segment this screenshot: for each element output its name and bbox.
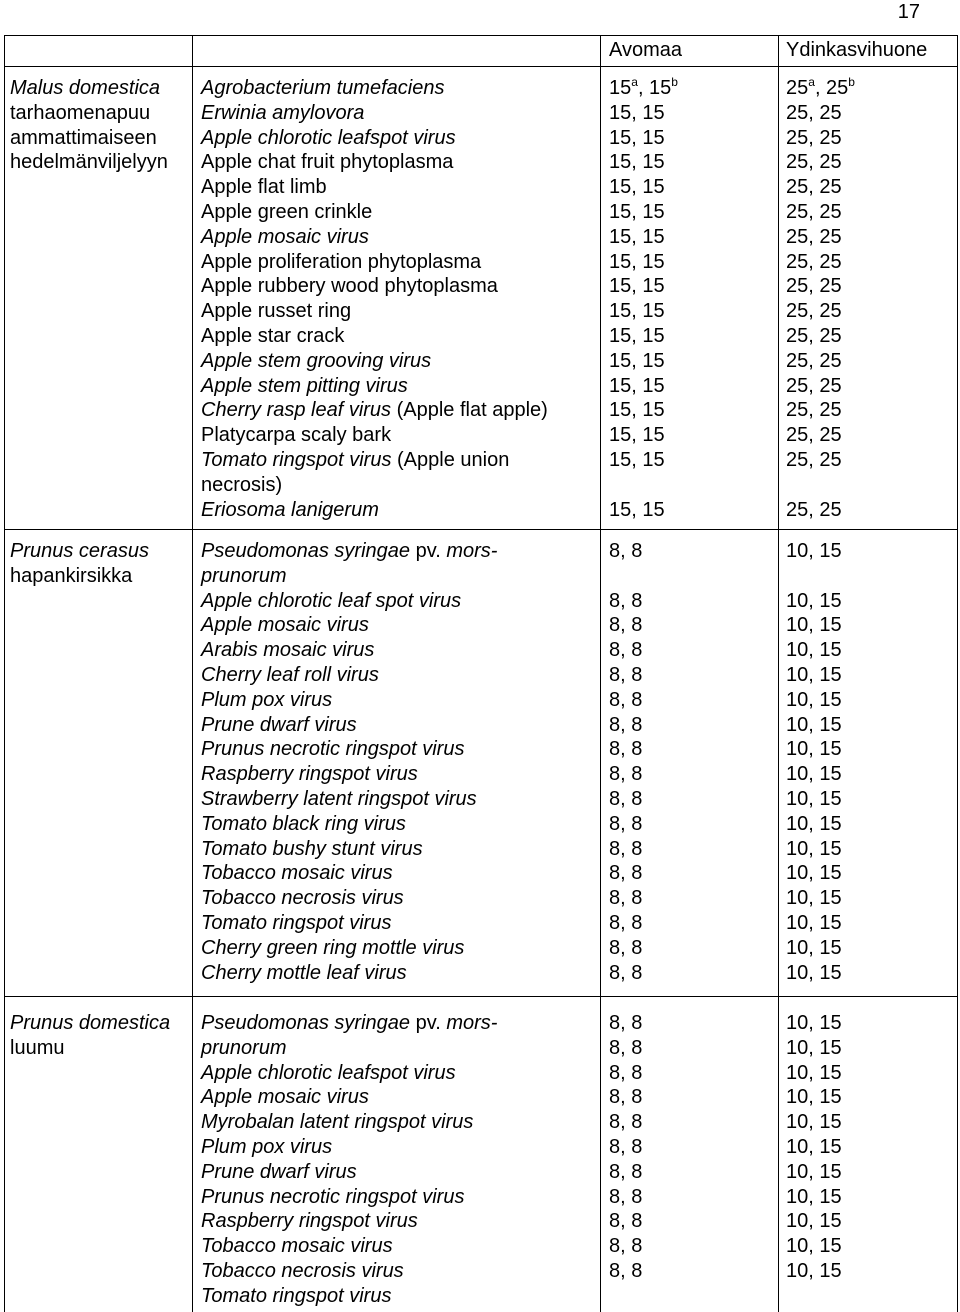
table-header [0,38,960,66]
organism-italic: Tobacco mosaic virus [201,862,393,885]
avomaa-value: 8, 8 [609,639,643,662]
organism-italic: Tomato ringspot virus [201,1284,392,1307]
ydinkasvihuone-value: 10, 15 [786,1185,842,1208]
value: 25 [786,77,809,99]
ydinkasvihuone-value: 25, 25 [786,275,842,298]
host-cell [10,76,190,175]
avomaa-value: 15, 15 [609,424,665,447]
organism-italic: prunorum [201,564,287,587]
avomaa-values [609,539,769,985]
avomaa-values [609,76,769,522]
organism-text: Apple green crinkle [201,200,373,223]
ydinkasvihuone-value: 10, 15 [786,911,842,934]
page-number: 17 [897,1,920,23]
organism-italic: Strawberry latent ringspot virus [201,787,477,810]
organism-row [201,126,591,151]
avomaa-value: 8, 8 [609,1160,643,1183]
avomaa-value: 15, 15 [609,200,665,223]
ydinkasvihuone-value: 10, 15 [786,738,842,761]
ydinkasvihuone-value: 10, 15 [786,713,842,736]
organism-row [201,76,591,101]
organism-italic: Raspberry ringspot virus [201,763,418,786]
column-divider [192,35,193,1312]
organism-row [201,688,591,713]
avomaa-value: 15, 15 [609,151,665,174]
avomaa-value: 8, 8 [609,614,643,637]
host-latin: Prunus cerasus [10,540,149,562]
organism-row [201,1160,591,1185]
avomaa-value: 15, 15 [609,225,665,248]
organism-row [201,1209,591,1234]
avomaa-value: 15, 15 [609,126,665,149]
organism-row [201,324,591,349]
value: 15 [609,77,632,99]
organism-text: Apple proliferation phytoplasma [201,250,482,273]
ydinkasvihuone-value: 25, 25 [786,200,842,223]
organism-text: pv. [410,1012,447,1034]
avomaa-value [609,473,769,498]
organism-italic: Cherry rasp leaf virus [201,399,392,422]
ydinkasvihuone-value: 10, 15 [786,862,842,885]
footnote-mark: b [848,75,855,89]
organism-italic: Plum pox virus [201,1135,333,1158]
organism-italic: Eriosoma lanigerum [201,498,379,521]
table-border-left [4,35,5,1312]
organism-row [201,1259,591,1284]
footnote-mark: a [631,75,638,89]
avomaa-value: 8, 8 [609,1086,643,1109]
avomaa-value: 15, 15 [609,101,665,124]
column-divider [778,35,779,1312]
ydinkasvihuone-value: 10, 15 [786,614,842,637]
ydinkasvihuone-value: 10, 15 [786,1160,842,1183]
host-name: tarhaomenapuu [10,101,151,124]
avomaa-value: 15, 15 [609,275,665,298]
avomaa-value: 8, 8 [609,1061,643,1084]
organism-italic: Apple chlorotic leaf spot virus [201,589,462,612]
organism-row [201,961,591,986]
ydinkasvihuone-value: 25, 25 [786,399,842,422]
organism-row [201,448,591,473]
avomaa-value [609,76,769,101]
footnote-mark: a [808,75,815,89]
host-latin: Malus domestica [10,77,161,99]
avomaa-values [609,1011,769,1309]
organism-italic: Pseudomonas syringae [201,540,411,562]
footnote-mark: b [671,75,678,89]
value: , 15 [637,77,672,99]
organism-list [201,1011,591,1309]
avomaa-value: 8, 8 [609,713,643,736]
avomaa-value: 15, 15 [609,448,665,471]
ydinkasvihuone-values [786,76,956,522]
host-cell [10,1011,190,1061]
organism-italic: Prune dwarf virus [201,1160,357,1183]
avomaa-value: 8, 8 [609,1210,643,1233]
organism-italic: Cherry green ring mottle virus [201,936,465,959]
avomaa-value: 8, 8 [609,738,643,761]
organism-italic: Prune dwarf virus [201,713,357,736]
ydinkasvihuone-value: 10, 15 [786,936,842,959]
avomaa-value: 8, 8 [609,1235,643,1258]
ydinkasvihuone-value: 10, 15 [786,1036,842,1059]
ydinkasvihuone-value: 10, 15 [786,837,842,860]
organism-row [201,150,591,175]
organism-row [201,398,591,423]
organism-row [201,613,591,638]
avomaa-value: 15, 15 [609,498,665,521]
host-name: ammattimaiseen [10,126,157,149]
organism-italic: Tobacco mosaic virus [201,1235,393,1258]
organism-italic: Pseudomonas syringae [201,1012,411,1034]
organism-italic: Apple mosaic virus [201,1086,369,1109]
ydinkasvihuone-value: 10, 15 [786,540,842,562]
header-ydinkasvihuone: Ydinkasvihuone [786,39,928,61]
organism-italic: Apple stem grooving virus [201,349,432,372]
organism-text: pv. [410,540,447,562]
header-divider [4,66,957,67]
ydinkasvihuone-value: 10, 15 [786,763,842,786]
organism-italic: Tobacco necrosis virus [201,887,404,910]
organism-row [201,638,591,663]
ydinkasvihuone-value: 10, 15 [786,1111,842,1134]
avomaa-value: 8, 8 [609,1111,643,1134]
host-name: luumu [10,1036,65,1059]
ydinkasvihuone-value: 10, 15 [786,812,842,835]
organism-italic: Prunus necrotic ringspot virus [201,1185,465,1208]
organism-text: Platycarpa scaly bark [201,424,392,447]
organism-row [201,1061,591,1086]
organism-row [201,787,591,812]
organism-italic: Tomato bushy stunt virus [201,837,423,860]
avomaa-value: 15, 15 [609,300,665,323]
organism-row [201,498,591,523]
ydinkasvihuone-value: 25, 25 [786,250,842,273]
ydinkasvihuone-value: 10, 15 [786,1061,842,1084]
avomaa-value: 8, 8 [609,1012,643,1034]
ydinkasvihuone-value: 25, 25 [786,176,842,199]
organism-italic: Erwinia amylovora [201,101,365,124]
ydinkasvihuone-value: 25, 25 [786,448,842,471]
avomaa-value: 8, 8 [609,787,643,810]
organism-row [201,250,591,275]
ydinkasvihuone-value: 10, 15 [786,787,842,810]
organism-italic: Raspberry ringspot virus [201,1210,418,1233]
host-name: hedelmänviljelyyn [10,151,168,174]
organism-row [201,589,591,614]
organism-italic: prunorum [201,1036,287,1059]
avomaa-value: 8, 8 [609,936,643,959]
organism-italic: Apple chlorotic leafspot virus [201,1061,456,1084]
organism-row [201,837,591,862]
ydinkasvihuone-value: 10, 15 [786,589,842,612]
organism-row [201,539,591,564]
avomaa-value: 8, 8 [609,1036,643,1059]
ydinkasvihuone-values [786,539,956,985]
organism-italic: Apple mosaic virus [201,614,369,637]
ydinkasvihuone-value: 10, 15 [786,1259,842,1282]
organism-row [201,1085,591,1110]
organism-row [201,101,591,126]
organism-row [201,713,591,738]
avomaa-value: 8, 8 [609,862,643,885]
organism-row [201,564,591,589]
avomaa-value: 15, 15 [609,349,665,372]
host-latin: Prunus domestica [10,1012,171,1034]
organism-row [201,1036,591,1061]
organism-row [201,1011,591,1036]
organism-list [201,539,591,985]
avomaa-value: 8, 8 [609,589,643,612]
ydinkasvihuone-value: 10, 15 [786,1135,842,1158]
ydinkasvihuone-value: 25, 25 [786,300,842,323]
organism-italic: Tobacco necrosis virus [201,1259,404,1282]
avomaa-value: 15, 15 [609,374,665,397]
organism-row [201,861,591,886]
ydinkasvihuone-value: 10, 15 [786,663,842,686]
ydinkasvihuone-value: 10, 15 [786,1210,842,1233]
host-name: hapankirsikka [10,564,133,587]
organism-text: Apple chat fruit phytoplasma [201,151,454,174]
organism-row [201,200,591,225]
avomaa-value: 8, 8 [609,961,643,984]
organism-italic: mors- [446,1012,498,1034]
ydinkasvihuone-value [786,76,956,101]
ydinkasvihuone-value: 25, 25 [786,374,842,397]
organism-row [201,225,591,250]
header-avomaa: Avomaa [609,39,683,61]
ydinkasvihuone-value: 25, 25 [786,225,842,248]
ydinkasvihuone-value: 25, 25 [786,101,842,124]
avomaa-value: 8, 8 [609,812,643,835]
organism-text: necrosis) [201,473,283,496]
organism-italic: Agrobacterium tumefaciens [201,77,445,99]
ydinkasvihuone-value: 25, 25 [786,424,842,447]
ydinkasvihuone-value: 10, 15 [786,688,842,711]
ydinkasvihuone-values [786,1011,956,1309]
avomaa-value: 15, 15 [609,176,665,199]
organism-row [201,1234,591,1259]
organism-row [201,812,591,837]
avomaa-value: 8, 8 [609,1259,643,1282]
ydinkasvihuone-value [786,564,956,589]
organism-text: Apple star crack [201,324,345,347]
organism-italic: Tomato ringspot virus [201,911,392,934]
organism-row [201,473,591,498]
ydinkasvihuone-value: 10, 15 [786,1086,842,1109]
organism-text: Apple rubbery wood phytoplasma [201,275,498,298]
avomaa-value: 15, 15 [609,250,665,273]
ydinkasvihuone-value: 25, 25 [786,324,842,347]
ydinkasvihuone-value [786,1284,956,1309]
organism-italic: Tomato ringspot virus [201,448,392,471]
avomaa-value: 8, 8 [609,1135,643,1158]
organism-italic: Plum pox virus [201,688,333,711]
ydinkasvihuone-value: 10, 15 [786,1235,842,1258]
organism-text: Apple flat limb [201,176,327,199]
avomaa-value: 8, 8 [609,1185,643,1208]
avomaa-value [609,564,769,589]
ydinkasvihuone-value: 10, 15 [786,961,842,984]
ydinkasvihuone-value: 10, 15 [786,887,842,910]
table-border-right [957,35,958,1312]
organism-italic: Apple mosaic virus [201,225,369,248]
organism-row [201,349,591,374]
organism-row [201,936,591,961]
organism-italic: Myrobalan latent ringspot virus [201,1111,474,1134]
organism-italic: Arabis mosaic virus [201,639,375,662]
organism-italic: Cherry leaf roll virus [201,663,379,686]
organism-row [201,374,591,399]
organism-row [201,762,591,787]
organism-row [201,1284,591,1309]
host-cell [10,539,190,589]
table-border-top [4,35,957,36]
ydinkasvihuone-value: 25, 25 [786,151,842,174]
ydinkasvihuone-value: 10, 15 [786,639,842,662]
organism-italic: Cherry mottle leaf virus [201,961,407,984]
organism-list [201,76,591,522]
organism-row [201,175,591,200]
section-divider [4,529,957,530]
avomaa-value: 8, 8 [609,887,643,910]
avomaa-value: 8, 8 [609,688,643,711]
organism-row [201,737,591,762]
avomaa-value: 8, 8 [609,837,643,860]
ydinkasvihuone-value [786,473,956,498]
organism-row [201,1185,591,1210]
organism-row [201,1110,591,1135]
avomaa-value [609,1284,769,1309]
organism-italic: Tomato black ring virus [201,812,406,835]
organism-row [201,299,591,324]
ydinkasvihuone-value: 25, 25 [786,126,842,149]
avomaa-value: 8, 8 [609,763,643,786]
organism-row [201,1135,591,1160]
avomaa-value: 8, 8 [609,663,643,686]
organism-row [201,274,591,299]
value: , 25 [814,77,849,99]
organism-italic: Apple chlorotic leafspot virus [201,126,456,149]
section-divider [4,996,957,997]
avomaa-value: 8, 8 [609,911,643,934]
organism-row [201,663,591,688]
ydinkasvihuone-value: 25, 25 [786,498,842,521]
avomaa-value: 8, 8 [609,540,643,562]
organism-row [201,886,591,911]
organism-text: Apple russet ring [201,300,352,323]
organism-italic: Apple stem pitting virus [201,374,408,397]
organism-italic: Prunus necrotic ringspot virus [201,738,465,761]
organism-text: (Apple union [391,448,510,471]
ydinkasvihuone-value: 10, 15 [786,1012,842,1034]
organism-row [201,423,591,448]
organism-text: (Apple flat apple) [391,399,548,422]
ydinkasvihuone-value: 25, 25 [786,349,842,372]
column-divider [600,35,601,1312]
organism-italic: mors- [446,540,498,562]
organism-row [201,911,591,936]
avomaa-value: 15, 15 [609,324,665,347]
avomaa-value: 15, 15 [609,399,665,422]
